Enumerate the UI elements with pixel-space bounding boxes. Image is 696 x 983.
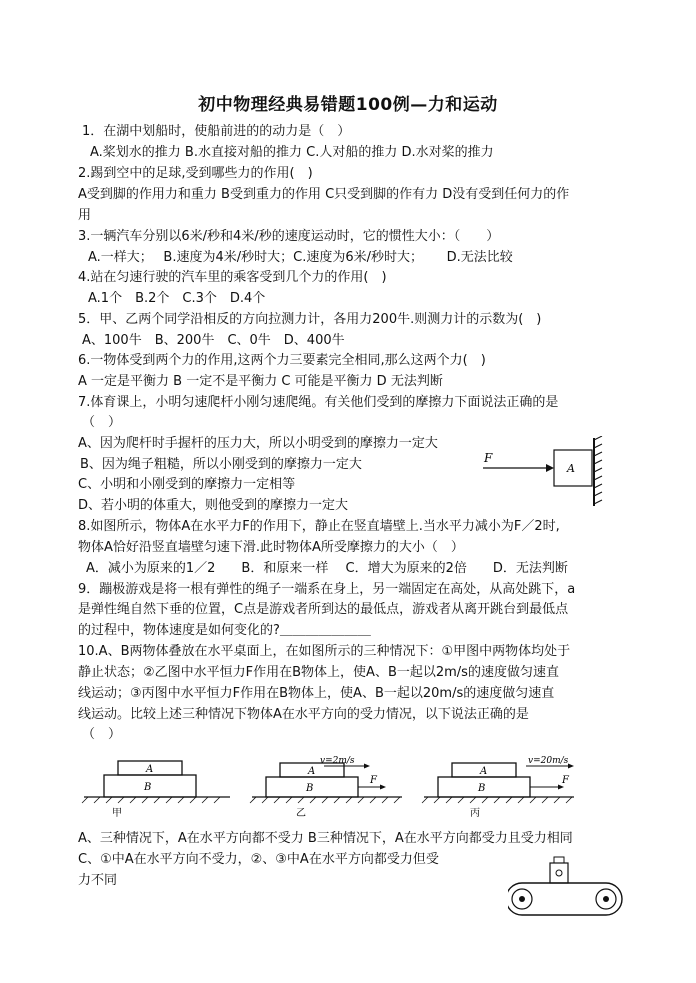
q9-blank-line: 的过程中，物体速度是如何变化的?＿＿＿＿＿＿＿ bbox=[78, 623, 371, 638]
q10-option-ab: A、三种情况下，A在水平方向都不受力 B三种情况下，A在水平方向都受力且受力相同 bbox=[78, 831, 573, 846]
panel-bing-label: 丙 bbox=[470, 808, 480, 819]
force-bing-label: F bbox=[562, 775, 569, 786]
q10-stem-5: （ ） bbox=[82, 727, 122, 742]
page-title: 初中物理经典易错题100例—力和运动 bbox=[198, 95, 498, 115]
q4-stem: 4.站在匀速行驶的汽车里的乘客受到几个力的作用( ) bbox=[78, 270, 387, 285]
q1-stem: 1．在湖中划船时，使船前进的的动力是（ ） bbox=[82, 124, 351, 139]
panel-yi-label: 乙 bbox=[296, 808, 306, 819]
q10-stem: 10.A、B两物体叠放在水平桌面上，在如图所示的三种情况下：①甲图中两物体均处于 bbox=[78, 644, 571, 659]
q6-options: A 一定是平衡力 B 一定不是平衡力 C 可能是平衡力 D 无法判断 bbox=[78, 374, 443, 389]
panel-yi bbox=[250, 756, 402, 819]
q8-stem: 8.如图所示，物体A在水平力F的作用下，静止在竖直墙壁上.当水平力减小为F／2时, bbox=[78, 519, 560, 534]
block-a-label: A bbox=[567, 462, 575, 475]
q2-stem: 2.踢到空中的足球,受到哪些力的作用( ) bbox=[78, 166, 313, 181]
q3-options: A.一样大； B.速度为4米/秒时大；C.速度为6米/秒时大； D.无法比较 bbox=[88, 250, 513, 265]
q7-option-b: B、因为绳子粗糙，所以小刚受到的摩擦力一定大 bbox=[80, 457, 362, 472]
q9-stem: 9．蹦极游戏是将一根有弹性的绳子一端系在身上，另一端固定在高处，从高处跳下，a bbox=[78, 582, 576, 597]
q3-stem: 3.一辆汽车分别以6米/秒和4米/秒的速度运动时，它的惯性大小：（ ） bbox=[78, 229, 500, 244]
panel-jia-label: 甲 bbox=[112, 808, 122, 819]
velocity-yi-label: v=2m/s bbox=[320, 756, 355, 766]
velocity-bing-label: v=20m/s bbox=[528, 756, 569, 766]
force-label: F bbox=[484, 451, 493, 465]
q7-stem: 7.体育课上，小明匀速爬杆小刚匀速爬绳。有关他们受到的摩擦力下面说法正确的是 bbox=[78, 395, 559, 410]
q7-stem-cont: （ ） bbox=[82, 415, 122, 430]
q6-stem: 6.一物体受到两个力的作用,这两个力三要素完全相同,那么这两个力( ) bbox=[78, 353, 486, 368]
wall-block-figure bbox=[478, 436, 628, 508]
block-a-yi-label: A bbox=[308, 766, 316, 777]
q2-options-cont: 用 bbox=[78, 208, 92, 223]
block-b-bing-label: B bbox=[478, 783, 486, 794]
block-a-jia-label: A bbox=[146, 764, 154, 775]
wall-hatching bbox=[594, 436, 602, 504]
q2-options: A受到脚的作用力和重力 B受到重力的作用 C只受到脚的作有力 D没有受到任何力的作 bbox=[78, 187, 570, 202]
q10-stem-2: 静止状态；②乙图中水平恒力F作用在B物体上，使A、B一起以2m/s的速度做匀速直 bbox=[78, 665, 559, 680]
q7-option-d: D、若小明的体重大，则他受到的摩擦力一定大 bbox=[78, 498, 349, 513]
q10-stem-4: 线运动。比较上述三种情况下物体A在水平方向的受力情况，以下说法正确的是 bbox=[78, 707, 529, 722]
panel-bing bbox=[422, 756, 574, 819]
q7-option-a: A、因为爬杆时手握杆的压力大，所以小明受到的摩擦力一定大 bbox=[78, 436, 438, 451]
force-yi-label: F bbox=[370, 775, 377, 786]
conveyor-belt-figure bbox=[508, 855, 624, 919]
stacked-blocks-figure bbox=[80, 755, 620, 819]
block-a-bing-label: A bbox=[480, 766, 488, 777]
block-b-jia-label: B bbox=[144, 782, 152, 793]
q5-options: A、100牛 B、200牛 C、0牛 D、400牛 bbox=[82, 333, 345, 348]
q10-option-c-cont: 力不同 bbox=[78, 873, 118, 888]
box-on-belt bbox=[550, 863, 568, 883]
q5-stem: 5．甲、乙两个同学沿相反的方向拉测力计，各用力200牛.则测力计的示数为( ) bbox=[78, 312, 542, 327]
q8-stem-cont: 物体A恰好沿竖直墙壁匀速下滑.此时物体A所受摩擦力的大小（ ） bbox=[78, 540, 464, 555]
q8-options: A．减小为原来的1／2 B．和原来一样 C．增大为原来的2倍 D．无法判断 bbox=[86, 561, 568, 576]
panel-jia bbox=[82, 761, 230, 819]
q4-options: A.1个 B.2个 C.3个 D.4个 bbox=[88, 291, 266, 306]
block-b-yi-label: B bbox=[306, 783, 314, 794]
q1-options: A.桨划水的推力 B.水直接对船的推力 C.人对船的推力 D.水对桨的推力 bbox=[90, 145, 494, 160]
q9-stem-cont: 是弹性绳自然下垂的位置，C点是游戏者所到达的最低点，游戏者从离开跳台到最低点 bbox=[78, 602, 569, 617]
force-arrowhead bbox=[546, 464, 554, 472]
q10-stem-3: 线运动；③丙图中水平恒力F作用在B物体上，使A、B一起以20m/s的速度做匀速直 bbox=[78, 686, 555, 701]
box-top bbox=[554, 857, 564, 863]
q10-option-c: C、①中A在水平方向不受力，②、③中A在水平方向都受力但受 bbox=[78, 852, 439, 867]
q7-option-c: C、小明和小刚受到的摩擦力一定相等 bbox=[78, 477, 296, 492]
